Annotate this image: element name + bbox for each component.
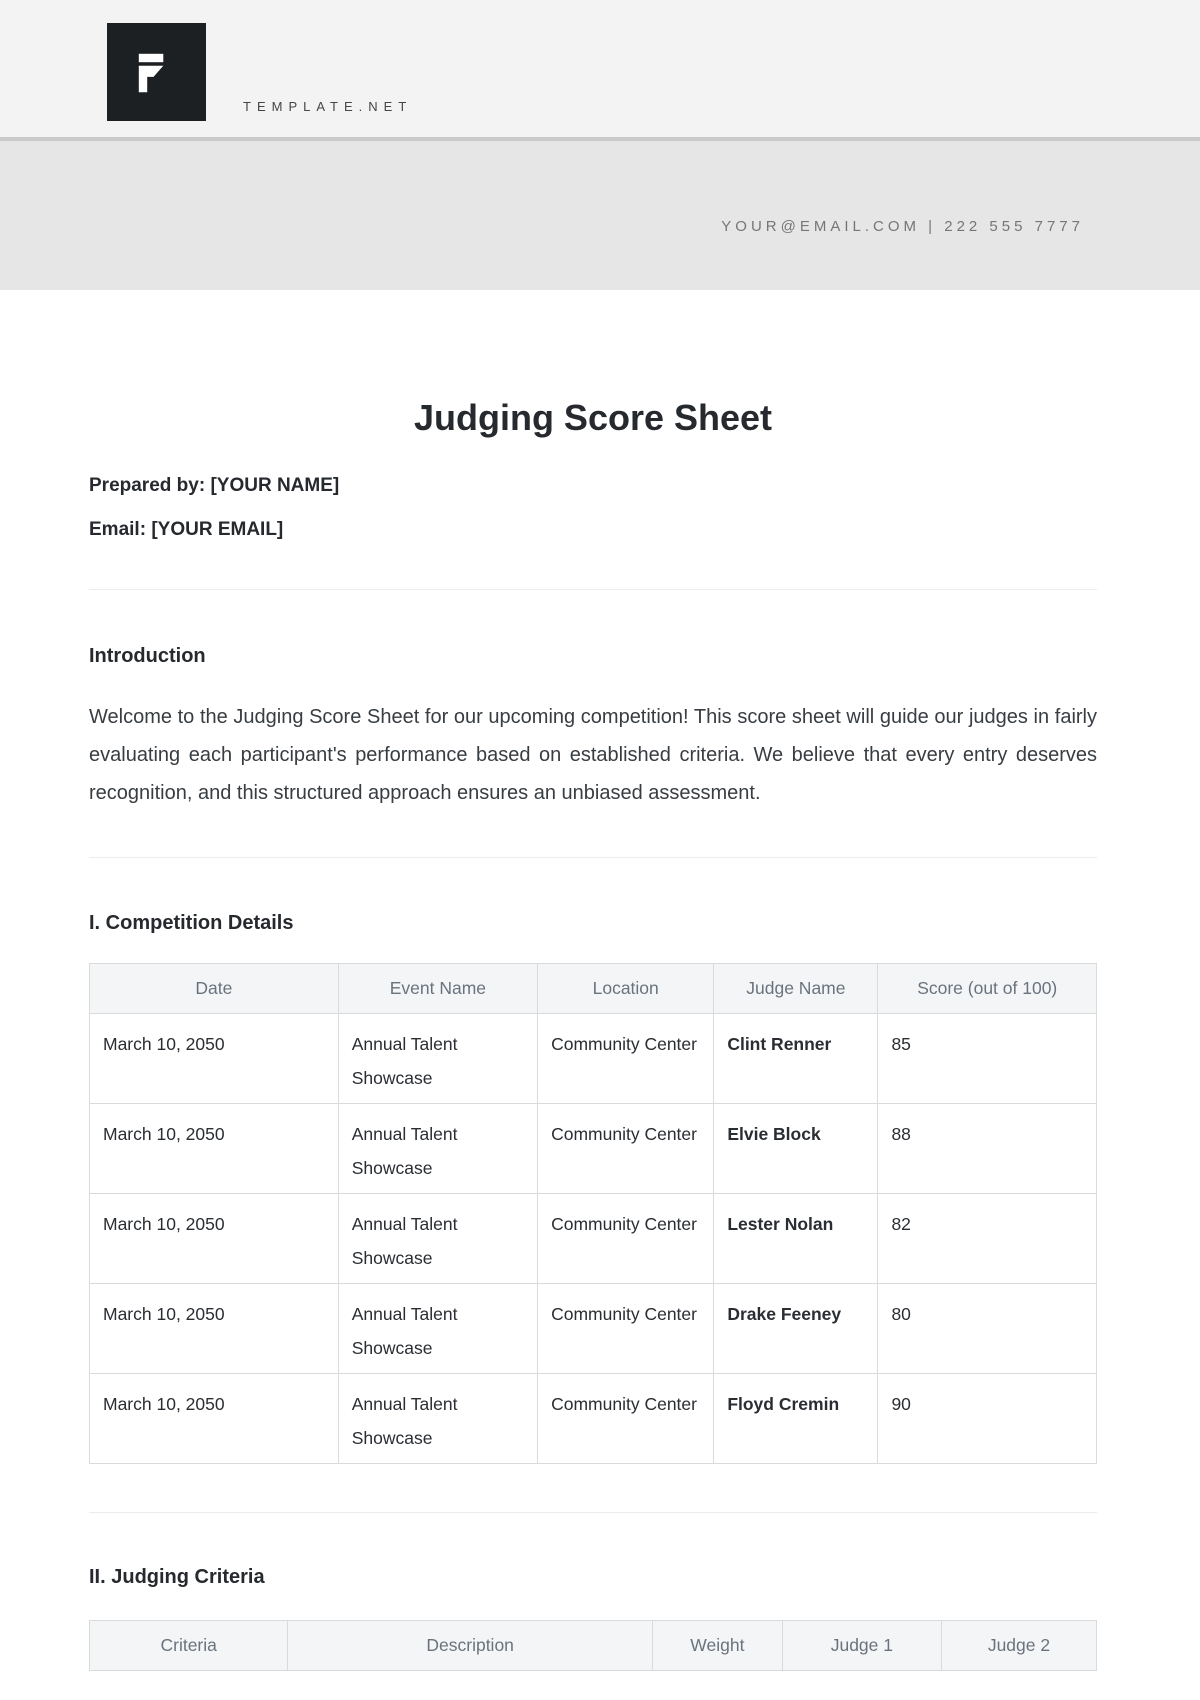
cell-date: March 10, 2050 bbox=[90, 1284, 339, 1374]
competition-details-table bbox=[89, 963, 1097, 1464]
column-header-date: Date bbox=[90, 964, 339, 1014]
section-divider bbox=[89, 1512, 1097, 1513]
prepared-by-label: Prepared by: bbox=[89, 475, 211, 496]
email-label: Email: bbox=[89, 519, 152, 540]
template-net-monogram-icon bbox=[122, 37, 192, 107]
column-header-score: Score (out of 100) bbox=[878, 964, 1097, 1014]
cell-date: March 10, 2050 bbox=[90, 1374, 339, 1464]
contact-band bbox=[0, 141, 1200, 290]
cell-judge: Drake Feeney bbox=[714, 1284, 878, 1374]
cell-location: Community Center bbox=[538, 1284, 714, 1374]
email-value: [YOUR EMAIL] bbox=[151, 519, 284, 540]
cell-event: Annual Talent Showcase bbox=[338, 1014, 537, 1104]
brand-name: TEMPLATE.NET bbox=[243, 99, 413, 114]
introduction-heading: Introduction bbox=[89, 645, 206, 667]
judging-criteria-table bbox=[89, 1620, 1097, 1671]
cell-score: 90 bbox=[878, 1374, 1097, 1464]
column-header-location: Location bbox=[538, 964, 714, 1014]
cell-location: Community Center bbox=[538, 1194, 714, 1284]
cell-judge: Floyd Cremin bbox=[714, 1374, 878, 1464]
email-line bbox=[89, 517, 1097, 543]
contact-info: YOUR@EMAIL.COM | 222 555 7777 bbox=[721, 218, 1084, 235]
prepared-by-value: [YOUR NAME] bbox=[210, 475, 340, 496]
cell-date: March 10, 2050 bbox=[90, 1104, 339, 1194]
document-body bbox=[0, 396, 1200, 1671]
template-net-logo bbox=[107, 23, 206, 121]
table-row bbox=[90, 1014, 1097, 1104]
table-row bbox=[90, 1104, 1097, 1194]
table-header-row bbox=[90, 964, 1097, 1014]
prepared-by-line bbox=[89, 473, 1097, 499]
cell-date: March 10, 2050 bbox=[90, 1194, 339, 1284]
table-row bbox=[90, 1194, 1097, 1284]
section-divider bbox=[89, 589, 1097, 590]
cell-event: Annual Talent Showcase bbox=[338, 1104, 537, 1194]
cell-location: Community Center bbox=[538, 1374, 714, 1464]
brand-header bbox=[0, 0, 1200, 137]
judging-criteria-heading: II. Judging Criteria bbox=[89, 1566, 265, 1588]
table-row bbox=[90, 1374, 1097, 1464]
table-header-row bbox=[90, 1621, 1097, 1671]
cell-location: Community Center bbox=[538, 1014, 714, 1104]
column-header-description: Description bbox=[288, 1621, 653, 1671]
cell-date: March 10, 2050 bbox=[90, 1014, 339, 1104]
section-divider bbox=[89, 857, 1097, 858]
cell-score: 80 bbox=[878, 1284, 1097, 1374]
cell-location: Community Center bbox=[538, 1104, 714, 1194]
cell-score: 88 bbox=[878, 1104, 1097, 1194]
cell-judge: Lester Nolan bbox=[714, 1194, 878, 1284]
cell-score: 82 bbox=[878, 1194, 1097, 1284]
introduction-paragraph: Welcome to the Judging Score Sheet for our upcoming competition! This score sheet will guide our judges in fairly evaluating each participant's performance based on established criteria. We believe that every entry deserves recognition, and this structured approach ensures an unbiased assessment. bbox=[89, 706, 1097, 804]
cell-event: Annual Talent Showcase bbox=[338, 1284, 537, 1374]
table-row bbox=[90, 1284, 1097, 1374]
column-header-criteria: Criteria bbox=[90, 1621, 288, 1671]
cell-judge: Clint Renner bbox=[714, 1014, 878, 1104]
column-header-event-name: Event Name bbox=[338, 964, 537, 1014]
cell-score: 85 bbox=[878, 1014, 1097, 1104]
cell-judge: Elvie Block bbox=[714, 1104, 878, 1194]
column-header-judge-1: Judge 1 bbox=[782, 1621, 941, 1671]
cell-event: Annual Talent Showcase bbox=[338, 1194, 537, 1284]
column-header-judge-2: Judge 2 bbox=[941, 1621, 1096, 1671]
column-header-weight: Weight bbox=[652, 1621, 782, 1671]
column-header-judge-name: Judge Name bbox=[714, 964, 878, 1014]
page-title: Judging Score Sheet bbox=[413, 397, 773, 438]
competition-details-heading: I. Competition Details bbox=[89, 912, 294, 934]
cell-event: Annual Talent Showcase bbox=[338, 1374, 537, 1464]
